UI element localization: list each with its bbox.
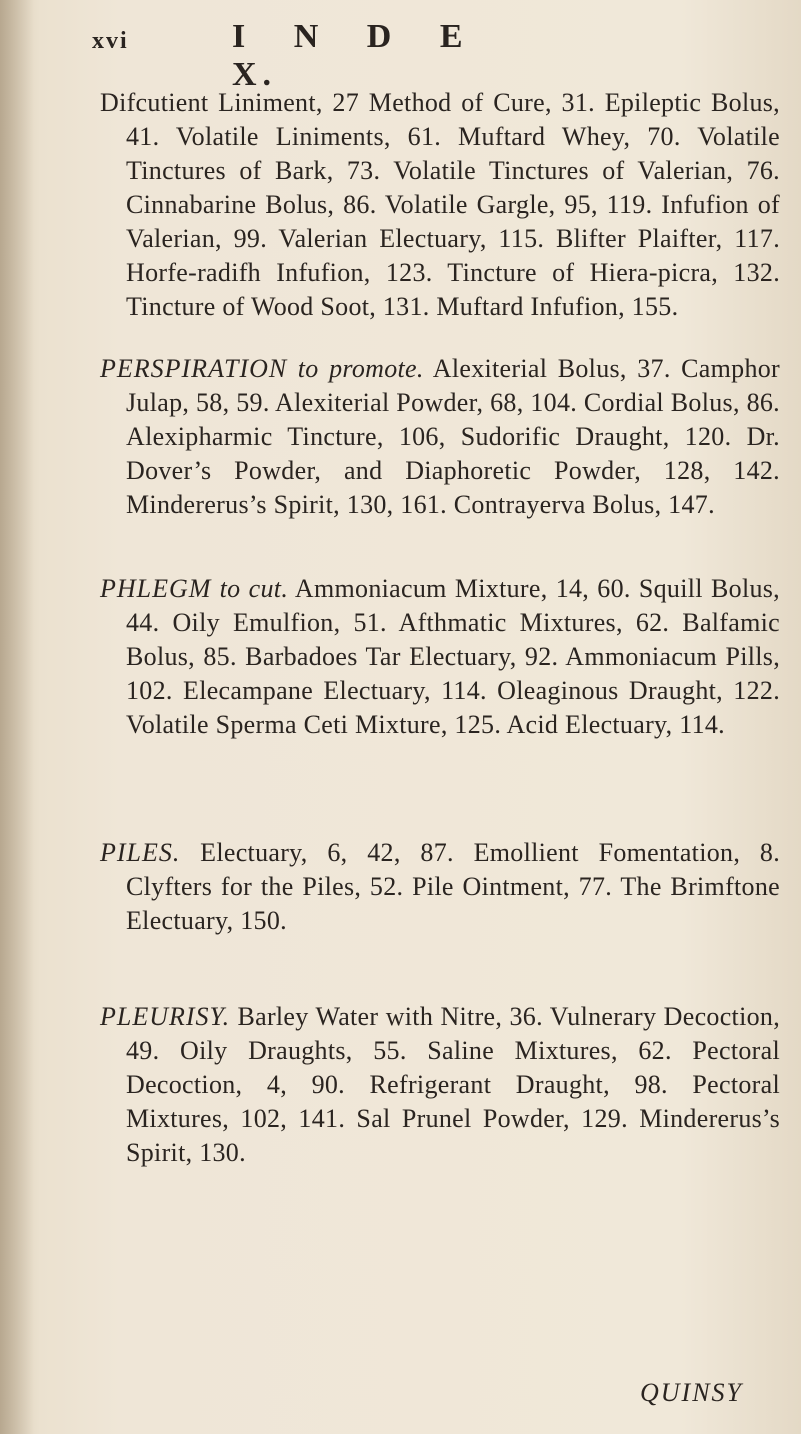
entry-body <box>100 352 780 522</box>
entry-term: PERSPIRATION <box>100 354 288 383</box>
page-number: xvi <box>92 28 129 54</box>
entry-text: Ammoniacum Mixture, 14, 60. Squill Bolus, 44. Oily Emulfion, 51. Afthmatic Mixtures, 62. Balfamic Bolus, 85. Barbadoes Tar Electuary, 92. Ammoniacum Pills, 102. Elecampane Electuary, 114. Oleaginous Draught, 122. Volatile Sperma Ceti Mixture, 125. Acid Electuary, 114. <box>126 574 780 739</box>
entry-text: Electuary, 6, 42, 87. Emollient Fomentation, 8. Clyfters for the Piles, 52. Pile Ointment, 77. The Brimftone Electuary, 150. <box>126 838 780 935</box>
entry-term: PLEURISY. <box>100 1002 231 1031</box>
entry-body <box>100 572 780 742</box>
running-title: I N D E X. <box>232 18 469 93</box>
entry-body <box>100 836 780 938</box>
page-gutter-shadow <box>0 0 34 1434</box>
index-entry-pleurisy <box>100 1000 780 1170</box>
entry-body <box>100 1000 780 1170</box>
index-entry-epilepsy-continued <box>100 86 780 324</box>
entry-term: PILES. <box>100 838 181 867</box>
entry-text: Difcutient Liniment, 27 Method of Cure, 31. Epileptic Bolus, 41. Volatile Liniments, 61. Muftard Whey, 70. Volatile Tinctures of Bark, 73. Volatile Tinctures of Valerian, 76. Cinnabarine Bolus, 86. Volatile Gargle, 95, 119. Infufion of Valerian, 99. Valerian Electuary, 115. Blifter Plaifter, 117. Horfe-radifh Infufion, 123. Tincture of Hiera-picra, 132. Tincture of Wood Soot, 131. Muftard Infufion, 155. <box>100 88 780 321</box>
entry-qualifier: to cut. <box>219 574 289 603</box>
page-header <box>92 18 752 93</box>
entry-text: Alexiterial Bolus, 37. Camphor Julap, 58, 59. Alexiterial Powder, 68, 104. Cordial Bolus, 86. Alexipharmic Tincture, 106, Sudorific Draught, 120. Dr. Dover’s Powder, and Diaphoretic Powder, 128, 142. Mindererus’s Spirit, 130, 161. Contrayerva Bolus, 147. <box>126 354 781 519</box>
entry-text: Barley Water with Nitre, 36. Vulnerary Decoction, 49. Oily Draughts, 55. Saline Mixtures, 62. Pectoral Decoction, 4, 90. Refrigerant Draught, 98. Pectoral Mixtures, 102, 141. Sal Prunel Powder, 129. Mindererus’s Spirit, 130. <box>126 1002 780 1167</box>
catchword: QUINSY <box>640 1378 744 1407</box>
index-entry-perspiration <box>100 352 780 522</box>
entry-qualifier: to promote. <box>297 354 424 383</box>
entry-term: PHLEGM <box>100 574 212 603</box>
index-entry-piles <box>100 836 780 938</box>
index-entry-phlegm <box>100 572 780 742</box>
